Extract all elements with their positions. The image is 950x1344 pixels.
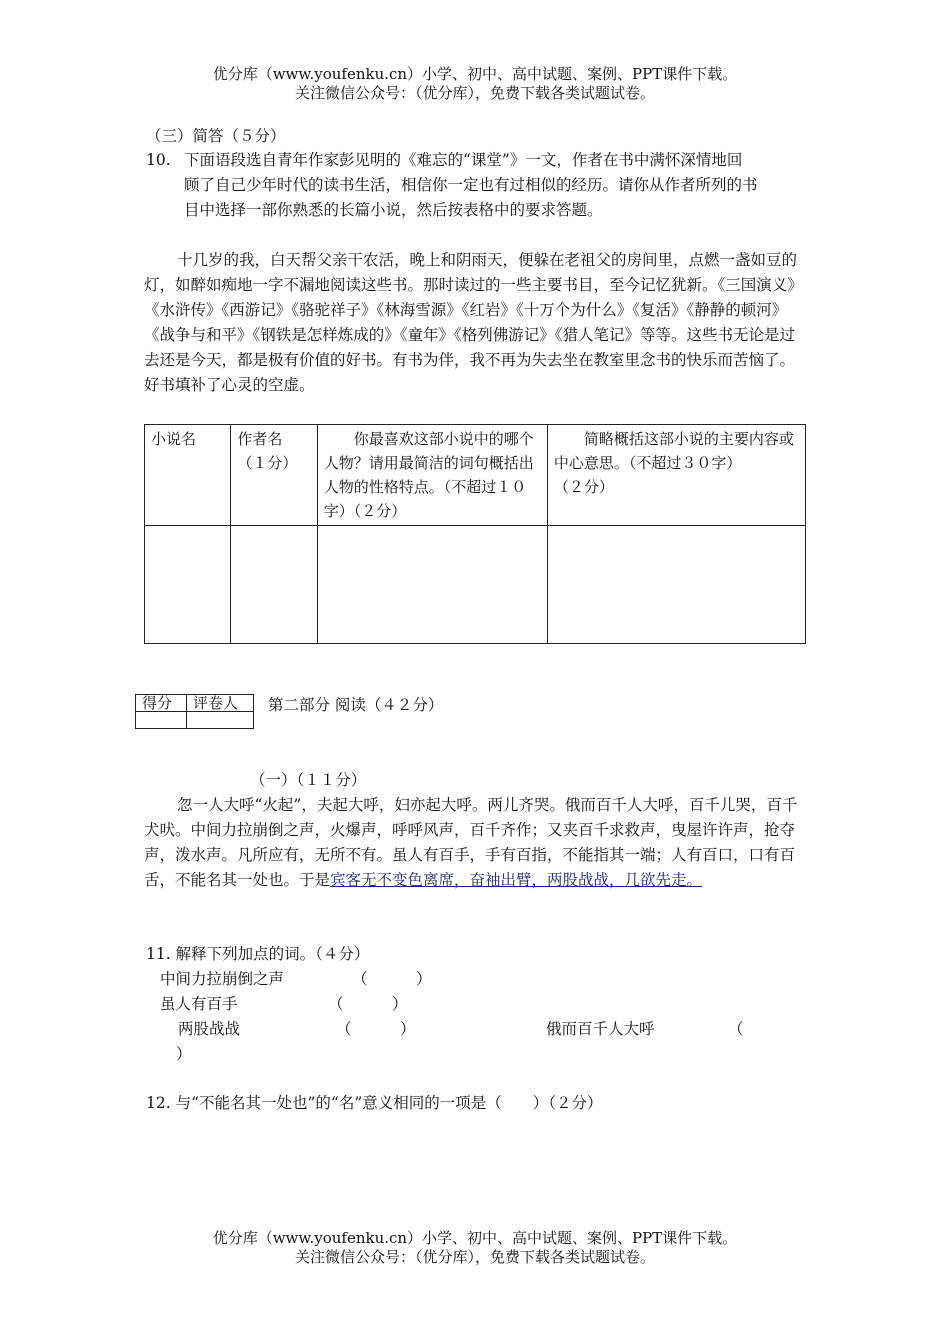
footer-line-2: 关注微信公众号：（优分库），免费下载各类试题试卷。 bbox=[294, 1248, 655, 1266]
q11-item-2: 虽人有百手 bbox=[160, 995, 238, 1013]
header-line-1: 优分库（www.youfenku.cn）小学、初中、高中试题、案例、PPT课件下载。 bbox=[212, 65, 738, 83]
score-box bbox=[135, 694, 254, 729]
question-12-title: 12. 与“不能名其一处也”的“名”意义相同的一项是（ ）（２分） bbox=[146, 1094, 603, 1112]
reading-passage: 十几岁的我，白天帮父亲干农活，晚上和阴雨天，便躲在老祖父的房间里，点燃一盏如豆的灯，如醉如痴地一字不漏地阅读这些书。那时读过的一些主要书目，至今记忆犹新。《三国演义》《水浒传》《西游记》《骆驼祥子》《林海雪源》《红岩》《十万个为什么》《复活》《静静的顿河》《战争与和平》《钢铁是怎样炼成的》《童年》《格列佛游记》《猎人笔记》等等。这些书无论是过去还是今天，都是极有价值的好书。有书为伴，我不再为失去坐在教室里念书的快乐而苦恼了。好书填补了心灵的空虚。 bbox=[144, 251, 803, 394]
q11-blank-1-close: ） bbox=[416, 970, 432, 988]
reading-subtitle: （一）（１１分） bbox=[250, 771, 367, 789]
q11-blank-3-close: ） bbox=[400, 1020, 416, 1038]
score-cell[interactable] bbox=[136, 712, 187, 729]
table-header-character: 你最喜欢这部小说中的哪个人物？请用最简洁的词句概括出人物的性格特点。（不超过１０字）（２分） bbox=[317, 425, 547, 526]
q11-blank-2-close: ） bbox=[392, 995, 408, 1013]
q11-blank-3-open: （ bbox=[336, 1020, 352, 1038]
question-10-number: 10. bbox=[146, 151, 171, 169]
table-header-novel: 小说名 bbox=[145, 425, 231, 526]
table-header-author: 作者名 （１分） bbox=[231, 425, 317, 526]
q11-blank-2-open: （ bbox=[328, 995, 344, 1013]
table-header-summary: 简略概括这部小说的主要内容或中心意思。（不超过３０字） （２分） bbox=[547, 425, 805, 526]
question-10-line: 顾了自己少年时代的读书生活，相信你一定也有过相似的经历。请你从作者所列的书 bbox=[184, 176, 758, 194]
q11-blank-4-close: ） bbox=[176, 1045, 192, 1063]
underlined-sentence: 宾客无不变色离席，奋袖出臂，两股战战，几欲先走。 bbox=[330, 871, 703, 889]
score-label: 得分 bbox=[136, 695, 187, 712]
answer-table bbox=[144, 424, 806, 644]
question-10-line: 下面语段选自青年作家彭见明的《难忘的“课堂”》一文，作者在书中满怀深情地回 bbox=[184, 151, 743, 169]
section-title: （三）简答（５分） bbox=[146, 127, 286, 145]
header-line-2: 关注微信公众号：（优分库），免费下载各类试题试卷。 bbox=[294, 84, 655, 102]
question-10-line: 目中选择一部你熟悉的长篇小说，然后按表格中的要求答题。 bbox=[184, 201, 603, 219]
answer-cell-character[interactable] bbox=[317, 526, 547, 644]
q11-item-3: 两股战战 bbox=[178, 1020, 241, 1038]
answer-cell-novel[interactable] bbox=[145, 526, 231, 644]
q11-item-1: 中间力拉崩倒之声 bbox=[160, 970, 285, 988]
part-2-title: 第二部分 阅读（４２分） bbox=[268, 696, 444, 714]
grader-cell[interactable] bbox=[187, 712, 254, 729]
answer-cell-author[interactable] bbox=[231, 526, 317, 644]
q11-item-4: 俄而百千人大呼 bbox=[546, 1020, 655, 1038]
classical-passage: 忽一人大呼“火起”，夫起大呼，妇亦起大呼。两儿齐哭。俄而百千人大呼，百千儿哭，百千犬吠。中间力拉崩倒之声，火爆声，呼呼风声，百千齐作；又夹百千求救声，曳屋许许声，抢夺声，泼水声。凡所应有，无所不有。虽人有百手，手有百指，不能指其一端；人有百口，口有百舌，不能名其一处也。于是宾客无不变色离席，奋袖出臂，两股战战，几欲先走。 bbox=[144, 796, 798, 889]
answer-cell-summary[interactable] bbox=[547, 526, 805, 644]
question-11-title: 11. 解释下列加点的词。（４分） bbox=[146, 945, 370, 963]
footer-line-1: 优分库（www.youfenku.cn）小学、初中、高中试题、案例、PPT课件下载。 bbox=[212, 1229, 738, 1247]
q11-blank-4-open: （ bbox=[728, 1020, 744, 1038]
q11-blank-1-open: （ bbox=[352, 970, 368, 988]
grader-label: 评卷人 bbox=[187, 695, 254, 712]
